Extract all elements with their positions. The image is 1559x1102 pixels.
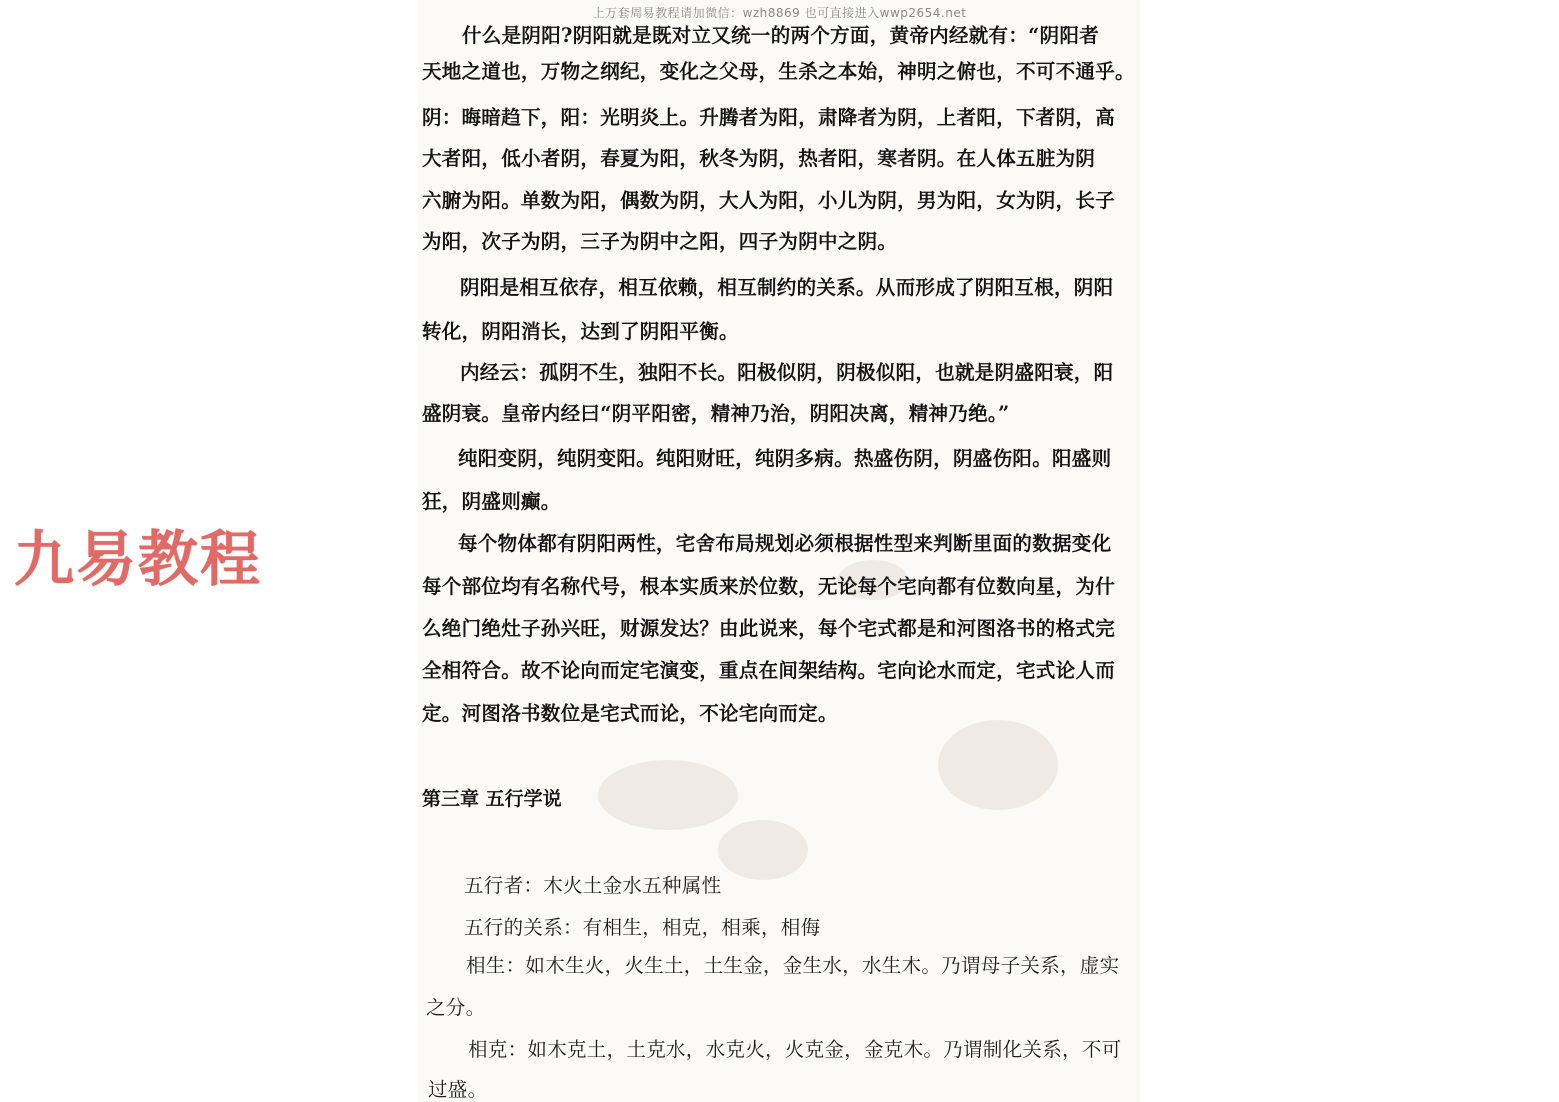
text-line: 天地之道也，万物之纲纪，变化之父母，生杀之本始，神明之俯也，不可不通乎。 [422,60,1135,83]
text-line: 阴：晦暗趋下，阳：光明炎上。升腾者为阳，肃降者为阴，上者阳，下者阴，高 [422,106,1116,129]
scanned-page [418,0,1140,1102]
text-line: 内经云：孤阴不生，独阳不长。阳极似阴，阴极似阳，也就是阴盛阳衰，阳 [460,361,1114,384]
text-line: 过盛。 [428,1078,488,1101]
text-line: 定。河图洛书数位是宅式而论，不论宅向而定。 [422,702,838,725]
text-line: 转化，阴阳消长，达到了阴阳平衡。 [422,320,739,343]
text-line: 么绝门绝灶子孙兴旺，财源发达？由此说来，每个宅式都是和河图洛书的格式完 [422,617,1116,640]
text-line: 盛阴衰。皇帝内经曰“阴平阳密，精神乃治，阴阳决离，精神乃绝。” [422,402,1010,425]
text-line: 相生：如木生火，火生土，土生金，金生水，水生木。乃谓母子关系，虚实 [466,954,1120,977]
text-line: 全相符合。故不论向而定宅演变，重点在间架结构。宅向论水而定，宅式论人而 [422,659,1116,682]
text-line: 阴阳是相互依存，相互依赖，相互制约的关系。从而形成了阴阳互根，阴阳 [460,276,1114,299]
text-line: 每个物体都有阴阳两性，宅舍布局规划必须根据性型来判断里面的数据变化 [458,532,1112,555]
text-line: 狂，阴盛则癫。 [422,490,561,513]
text-line: 相克：如木克土，土克水，水克火，火克金，金克木。乃谓制化关系，不可 [468,1038,1122,1061]
text-line: 每个部位均有名称代号，根本实质来於位数，无论每个宅向都有位数向星，为什 [422,575,1116,598]
text-line: 大者阳，低小者阴，春夏为阳，秋冬为阴，热者阳，寒者阴。在人体五脏为阴 [422,147,1096,170]
text-line: 什么是阴阳?阴阳就是既对立又统一的两个方面，黄帝内经就有：“阴阳者 [462,24,1100,47]
text-line: 五行者：木火土金水五种属性 [464,874,722,897]
text-line: 之分。 [426,996,486,1019]
header-watermark-text: 上万套周易教程请加微信：wzh8869 也可直接进入wwp2654.net [592,6,967,20]
brand-logo: 九易教程 [14,525,262,595]
text-line: 纯阳变阴，纯阴变阳。纯阳财旺，纯阴多病。热盛伤阴，阴盛伤阳。阳盛则 [458,447,1112,470]
chapter-title: 第三章 五行学说 [422,788,562,810]
text-line: 为阳，次子为阴，三子为阴中之阳，四子为阴中之阴。 [422,230,898,253]
text-line: 六腑为阳。单数为阳，偶数为阴，大人为阳，小儿为阴，男为阳，女为阴，长子 [422,189,1116,212]
text-line: 五行的关系：有相生，相克，相乘，相侮 [464,916,821,939]
